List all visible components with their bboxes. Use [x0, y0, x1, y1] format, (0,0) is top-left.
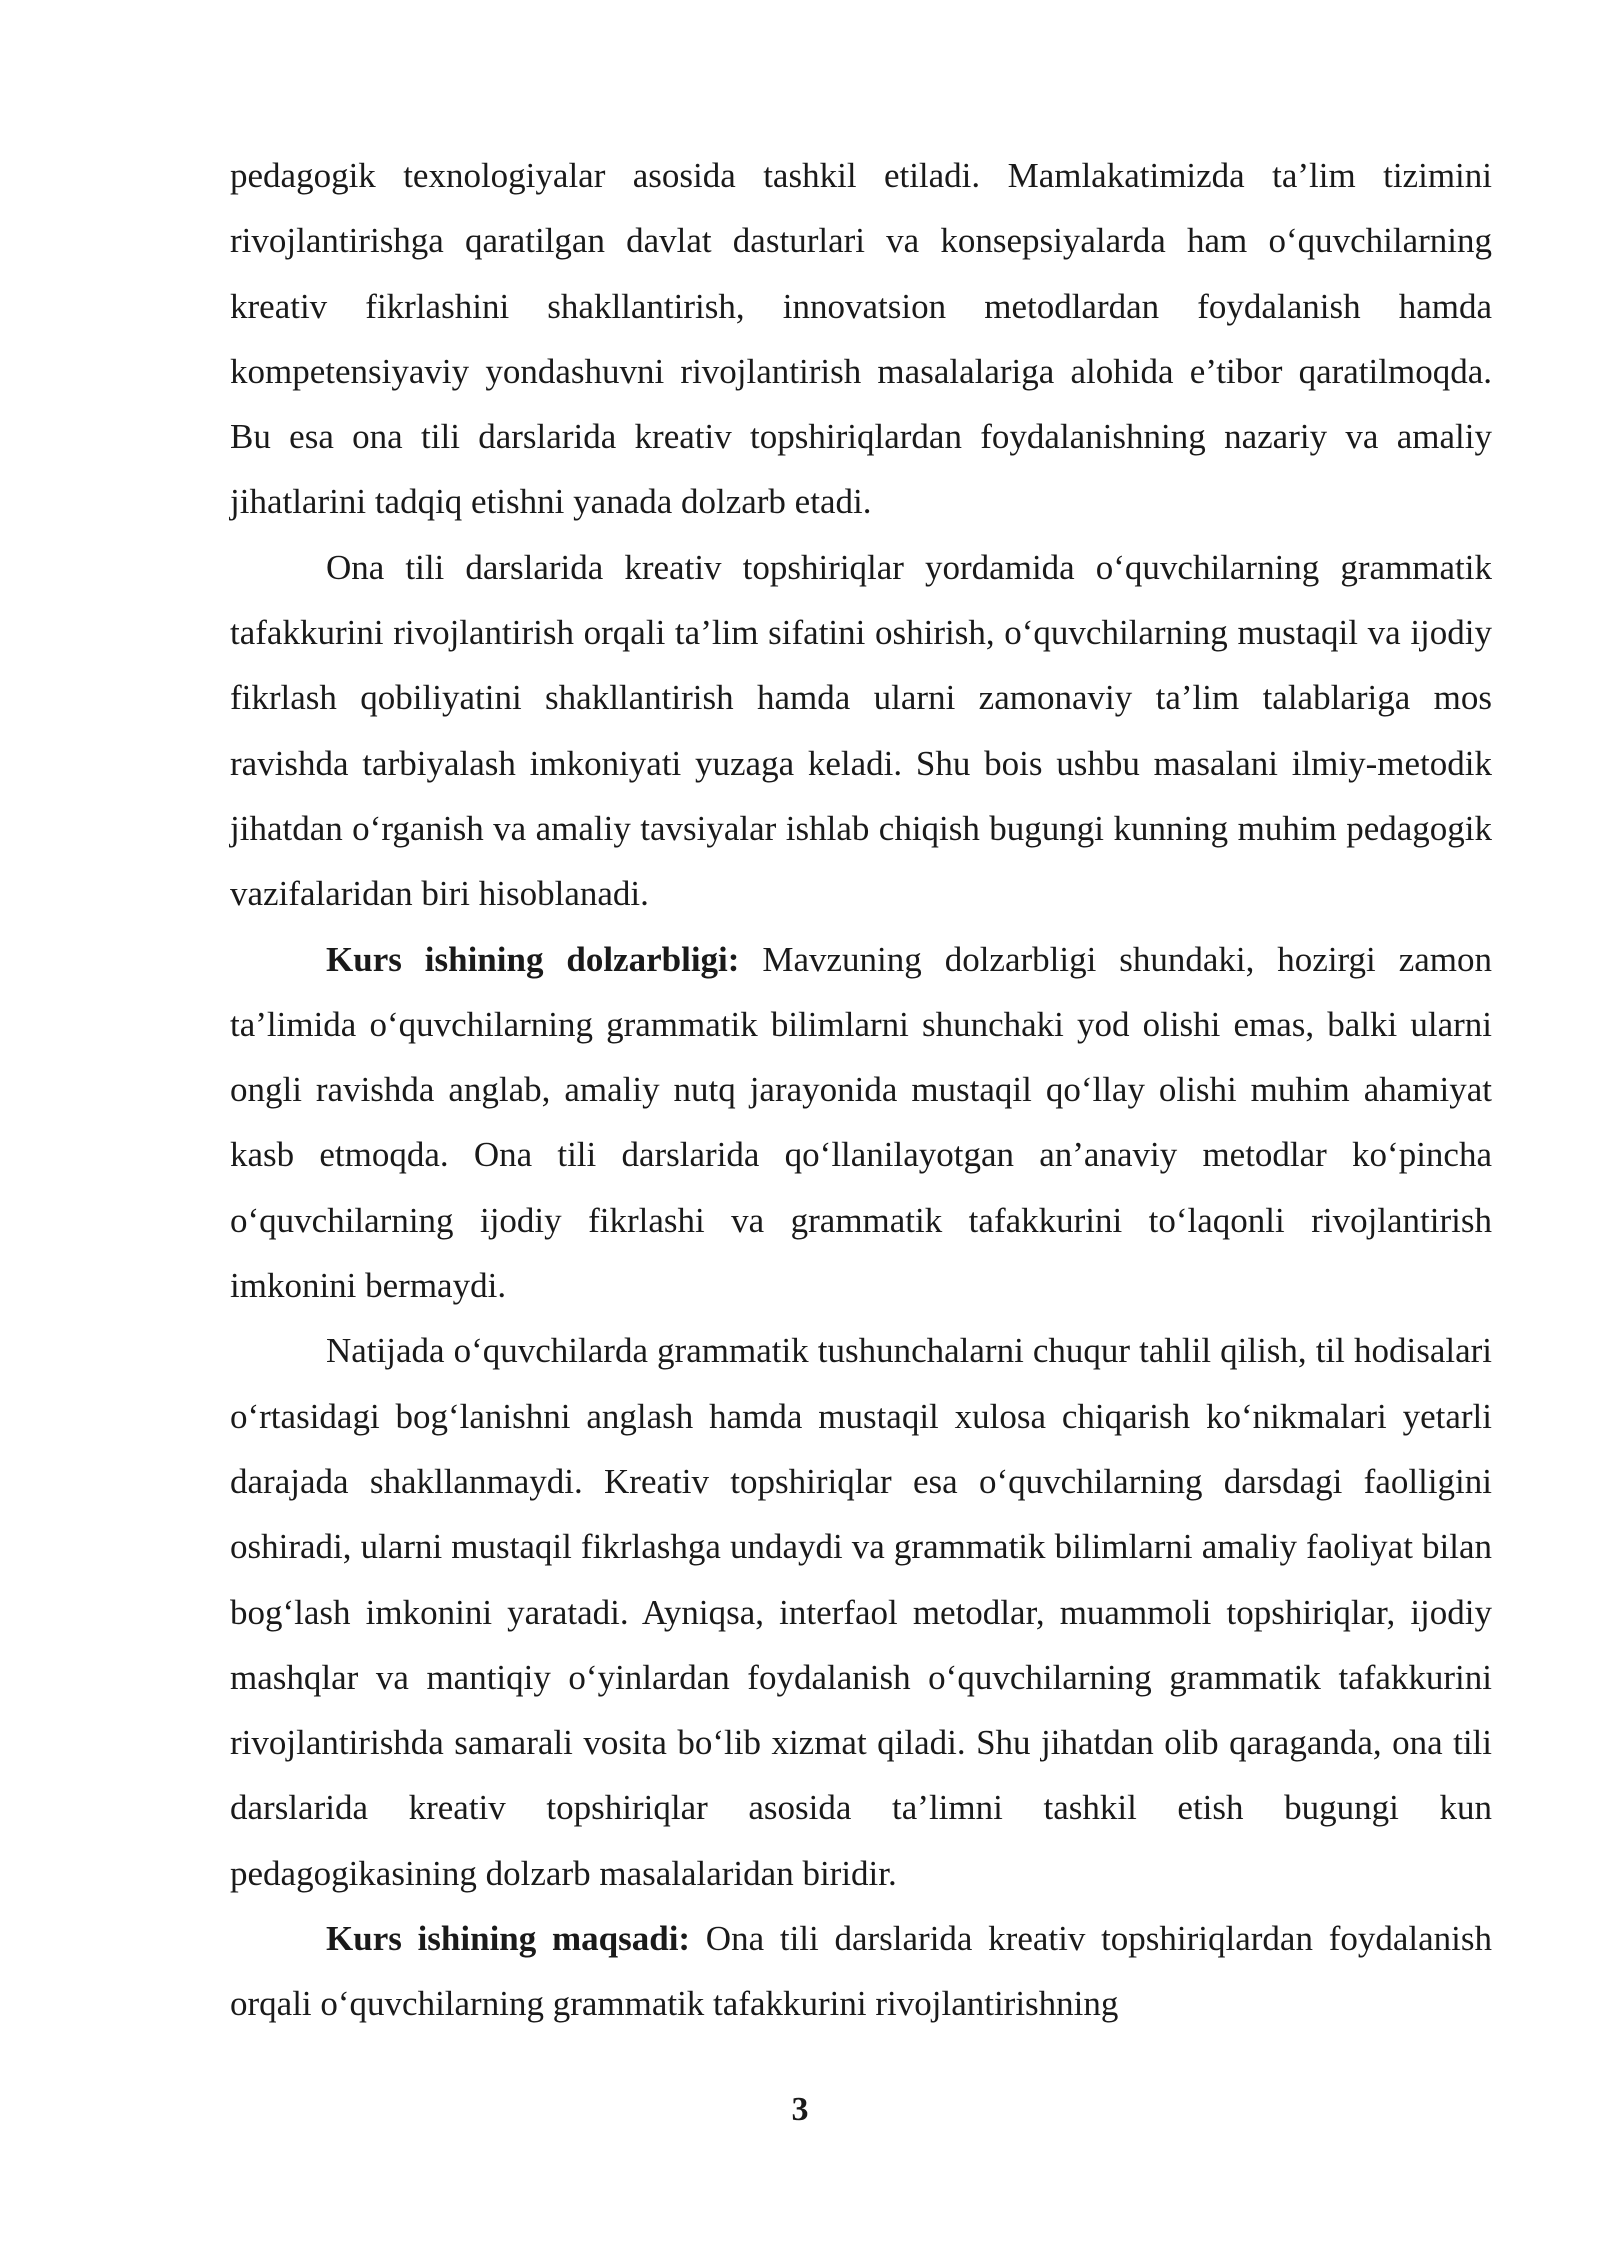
paragraph-goal: [230, 1906, 1492, 2037]
paragraph-lead-heading: Kurs ishining maqsadi:: [326, 1919, 691, 1959]
document-page: [230, 143, 1492, 2037]
paragraph-text: Ona tili darslarida kreativ topshiriqlardan foydalanish orqali o‘quvchilarning grammatik tafakkurini rivojlantirishning: [230, 1919, 1492, 2024]
paragraph-text: Natijada o‘quvchilarda grammatik tushunchalarni chuqur tahlil qilish, til hodisalari o‘rtasidagi bog‘lanishni anglash hamda mustaqil xulosa chiqarish ko‘nikmalari yetarli darajada shakllanmaydi. Kreativ topshiriqlar esa o‘quvchilarning darsdagi faolligini oshiradi, ularni mustaqil fikrlashga undaydi va grammatik bilimlarni amaliy faoliyat bilan bog‘lash imkonini yaratadi. Ayniqsa, interfaol metodlar, muammoli topshiriqlar, ijodiy mashqlar va mantiqiy o‘yinlardan foydalanish o‘quvchilarning grammatik tafakkurini rivojlantirishda samarali vosita bo‘lib xizmat qiladi. Shu jihatdan olib qaraganda, ona tili darslarida kreativ topshiriqlar asosida ta’limni tashkil etish bugungi kun pedagogikasining dolzarb masalalaridan biridir.: [230, 1331, 1492, 1893]
paragraph: [230, 1318, 1492, 1906]
paragraph: [230, 143, 1492, 535]
page-number: 3: [791, 2091, 809, 2128]
paragraph: [230, 535, 1492, 927]
paragraph-text: pedagogik texnologiyalar asosida tashkil etiladi. Mamlakatimizda ta’lim tizimini rivojlantirishga qaratilgan davlat dasturlari va konsepsiyalarda ham o‘quvchilarning kreativ fikrlashini shakllantirish, innovatsion metodlardan foydalanish hamda kompetensiyaviy yondashuvni rivojlantirish masalalariga alohida e’tibor qaratilmoqda. Bu esa ona tili darslarida kreativ topshiriqlardan foydalanishning nazariy va amaliy jihatlarini tadqiq etishni yanada dolzarb etadi.: [230, 156, 1492, 522]
paragraph-lead-heading: Kurs ishining dolzarbligi:: [326, 939, 740, 979]
paragraph-text: Mavzuning dolzarbligi shundaki, hozirgi zamon ta’limida o‘quvchilarning grammatik bilimlarni shunchaki yod olishi emas, balki ularni ongli ravishda anglab, amaliy nutq jarayonida mustaqil qo‘llay olishi muhim ahamiyat kasb etmoqda. Ona tili darslarida qo‘llanilayotgan an’anaviy metodlar ko‘pincha o‘quvchilarning ijodiy fikrlashi va grammatik tafakkurini to‘laqonli rivojlantirish imkonini bermaydi.: [230, 939, 1492, 1306]
paragraph-text: Ona tili darslarida kreativ topshiriqlar yordamida o‘quvchilarning grammatik tafakkurini rivojlantirish orqali ta’lim sifatini oshirish, o‘quvchilarning mustaqil va ijodiy fikrlash qobiliyatini shakllantirish hamda ularni zamonaviy ta’lim talablariga mos ravishda tarbiyalash imkoniyati yuzaga keladi. Shu bois ushbu masalani ilmiy-metodik jihatdan o‘rganish va amaliy tavsiyalar ishlab chiqish bugungi kunning muhim pedagogik vazifalaridan biri hisoblanadi.: [230, 547, 1492, 914]
paragraph-relevance: [230, 927, 1492, 1319]
